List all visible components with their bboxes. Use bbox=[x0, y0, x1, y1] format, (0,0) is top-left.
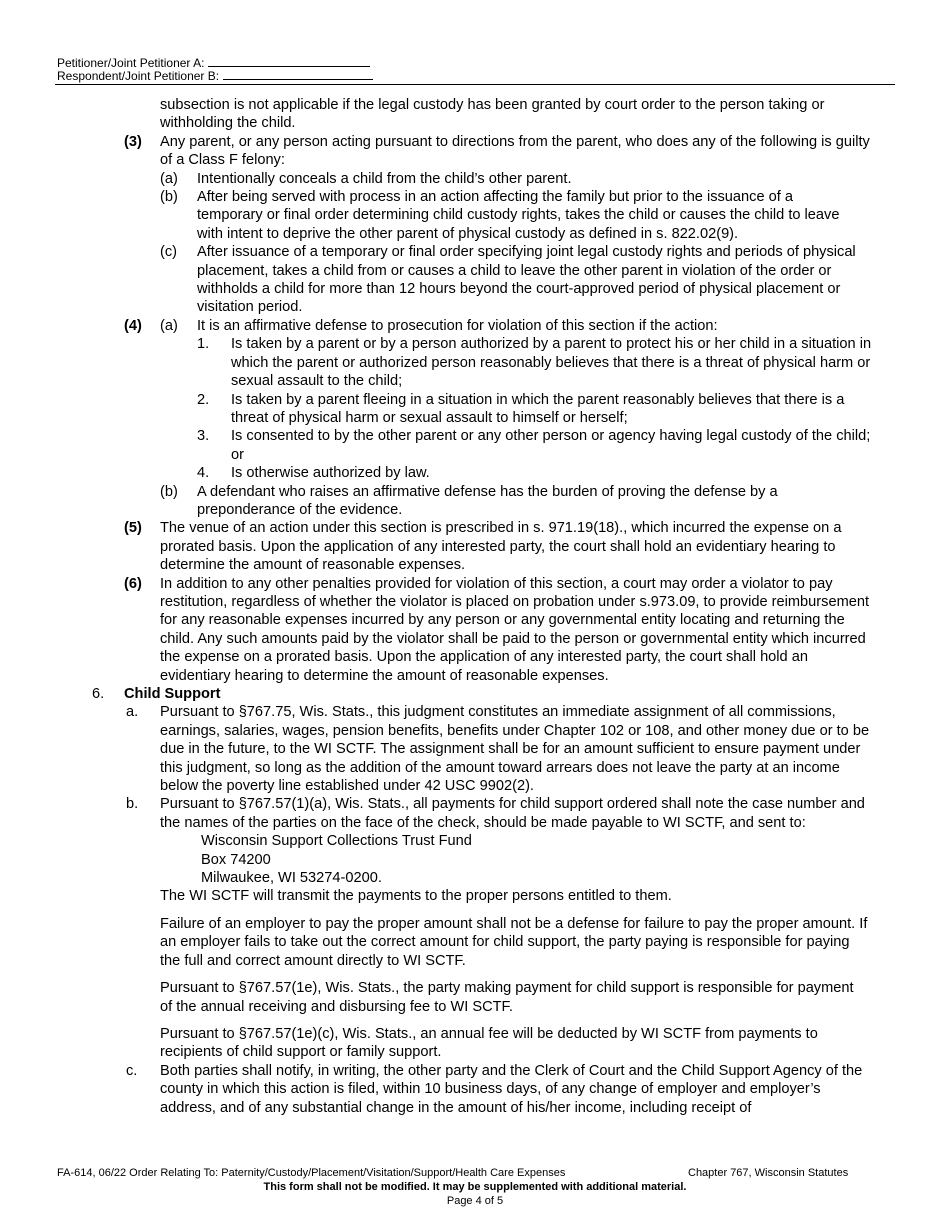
child-support-title: Child Support bbox=[124, 686, 221, 702]
petitioner-label: Petitioner/Joint Petitioner A: bbox=[57, 56, 205, 70]
subsection-3-number: (3) bbox=[124, 133, 142, 150]
page-number: Page 4 of 5 bbox=[446, 1195, 504, 1207]
subsection-5-number: (5) bbox=[124, 520, 142, 537]
child-support-a: a. Pursuant to §767.75, Wis. Stats., this judgment constitutes an immediate assignment of all commissions, earnings, salaries, wages, pension benefits, benefits under Chapter 102 or 108, and other money due or to be due in the future, to the WI SCTF. The assignment shall be for an amount sufficient to ensure payment under this judgment, so long as the addition of the amount toward arrears does not leave the party at an income below the poverty line established under 42 USC 9902(2). bbox=[126, 704, 870, 795]
subsection-4a-item-3: 3. Is consented to by the other parent or any other person or agency having legal custody of the child; or bbox=[197, 428, 871, 463]
subsection-4a-item-4: 4. Is otherwise authorized by law. bbox=[197, 465, 430, 482]
respondent-label: Respondent/Joint Petitioner B: bbox=[57, 69, 220, 83]
address-line-2: Box 74200 bbox=[201, 851, 271, 868]
subsection-3c: (c) After issuance of a temporary or final order specifying joint legal custody rights and periods of physical placement, takes a child from or causes a child to leave the other parent in violation of the order or withholds a child for more than 12 hours beyond the court-approved period of physical placement or visitation period. bbox=[160, 244, 856, 316]
petitioner-blank bbox=[208, 56, 370, 67]
subsection-6: (6) In addition to any other penalties provided for violation of this section, a court may order a violator to pay restitution, regardless of whether the violator is placed on probation under s.973.09, to provide reimbursement for any reasonable expenses incurred by any person or any governmental entity locating and returning the child. Any such amounts paid by the violator shall be paid to the person or governmental entity which incurred the expense on a prorated basis. Upon the application of any interested party, the court shall hold an evidentiary hearing to determine the amount of reasonable expenses. bbox=[124, 575, 870, 684]
subsection-3a: (a) Intentionally conceals a child from the child’s other parent. bbox=[160, 170, 572, 187]
annual-fee-paragraph: Pursuant to §767.57(1e)(c), Wis. Stats., an annual fee will be deducted by WI SCTF from payments to recipients of child support or family support. bbox=[160, 1025, 818, 1061]
child-support-b: b. Pursuant to §767.57(1)(a), Wis. Stats., all payments for child support ordered shall note the case number and the names of the parties on the face of the check, should be made payable to WI SCTF, and sent to: bbox=[126, 796, 865, 831]
respondent-blank bbox=[223, 69, 373, 80]
subsection-4b: (b) A defendant who raises an affirmative defense has the burden of proving the defense by a preponderance of the evidence. bbox=[160, 483, 778, 518]
fee-paragraph: Pursuant to §767.57(1e), Wis. Stats., the party making payment for child support is responsible for payment of the annual receiving and disbursing fee to WI SCTF. bbox=[160, 980, 854, 1015]
subsection-4a-item-1: 1. Is taken by a parent or by a person authorized by a parent to protect his or her child in a situation in which the parent or authorized person reasonably believes that there is a threat of physical harm or sexual assault to the child; bbox=[197, 336, 872, 390]
child-support-heading: 6. Child Support bbox=[0, 685, 950, 703]
respondent-line bbox=[57, 69, 373, 83]
footer-chapter: Chapter 767, Wisconsin Statutes bbox=[688, 1167, 849, 1179]
subsection-5: (5) The venue of an action under this section is prescribed in s. 971.19(18)., which incurred the expense on a prorated basis. Upon the application of any interested party, the court shall hold an evidentiary hearing to determine the amount of reasonable expenses. bbox=[124, 520, 842, 574]
subsection-4a: (4) (a) It is an affirmative defense to prosecution for violation of this section if the action: bbox=[124, 317, 718, 334]
footer-notice: This form shall not be modified. It may be supplemented with additional material. bbox=[263, 1181, 687, 1193]
header-divider bbox=[55, 84, 895, 85]
address-block bbox=[0, 832, 950, 887]
subsection-3b: (b) After being served with process in an action affecting the family but prior to the issuance of a temporary or final order determining child custody rights, takes the child or causes the child to leave with intent to deprive the other parent of physical custody as defined in s. 822.02(9). bbox=[160, 189, 840, 242]
address-line-1: Wisconsin Support Collections Trust Fund bbox=[201, 833, 472, 850]
subsection-3 bbox=[0, 133, 950, 170]
employer-paragraph: Failure of an employer to pay the proper amount shall not be a defense for failure to pay the proper amount. If an employer fails to take out the correct amount for child support, the party paying is responsible for paying the full and correct amount directly to WI SCTF. bbox=[160, 915, 868, 969]
subsection-6-number: (6) bbox=[124, 575, 142, 592]
subsection-3-text: Any parent, or any person acting pursuant to directions from the parent, who does any of the following is guilty of a Class F felony: bbox=[160, 133, 870, 169]
subsection-4-number: (4) bbox=[124, 317, 142, 334]
subsection-4a-item-2: 2. Is taken by a parent fleeing in a situation in which the parent reasonably believes that there is a threat of physical harm or sexual assault to himself or herself; bbox=[197, 391, 845, 426]
document-body bbox=[0, 96, 950, 1117]
transmit-paragraph: The WI SCTF will transmit the payments to the proper persons entitled to them. bbox=[160, 888, 672, 905]
intro-paragraph: subsection is not applicable if the legal custody has been granted by court order to the person taking or withholding the child. bbox=[160, 97, 825, 132]
footer-form-id: FA-614, 06/22 Order Relating To: Paternity/Custody/Placement/Visitation/Support/Health Care Expenses bbox=[57, 1167, 566, 1179]
child-support-c: c. Both parties shall notify, in writing, the other party and the Clerk of Court and the Child Support Agency of the county in which this action is filed, within 10 business days, of any change of employer and employer’s address, and of any substantial change in the amount of his/her income, including receipt of bbox=[126, 1062, 863, 1116]
petitioner-line bbox=[57, 56, 370, 70]
address-line-3: Milwaukee, WI 53274-0200. bbox=[201, 870, 382, 887]
